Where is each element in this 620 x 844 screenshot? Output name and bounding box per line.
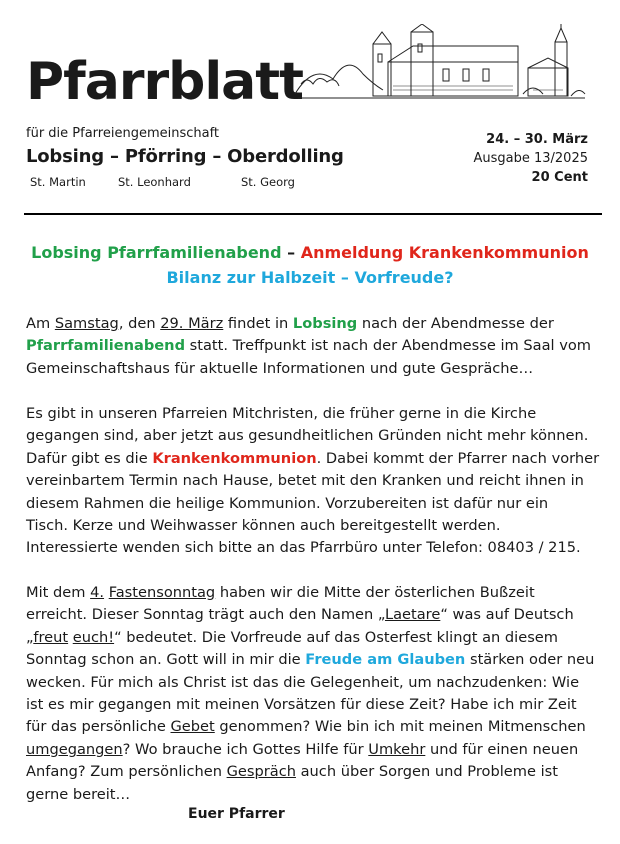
parish-names: Lobsing – Pförring – Oberdolling — [26, 146, 344, 167]
newsletter-title: Pfarrblatt — [26, 52, 303, 112]
highlight-krankenkommunion: Krankenkommunion — [152, 449, 317, 467]
headline-line-1 — [0, 243, 620, 262]
headline-krankenkommunion: Anmeldung Krankenkommunion — [300, 243, 589, 262]
newsletter-subtitle: für die Pfarreiengemeinschaft — [26, 126, 220, 141]
church-sketch-illustration — [293, 24, 590, 104]
underlined-date: 29. März — [160, 315, 224, 332]
underlined-samstag: Samstag — [54, 315, 119, 332]
headline-dash: – — [287, 243, 296, 262]
paragraph-laetare: Mit dem 4. Fastensonntag haben wir die Mitte der österlichen Bußzeit erreicht. Dieser Sonntag trägt auch den Namen „Laetare“ was auf Deutsch „freut euch!“ bedeutet. Die Vorfreude auf das Osterfest klingt an diesem Sonntag schon an. Gott will in mir die Freude am Glauben stärken oder neu wecken. Für mich als Christ ist das die Gelegenheit, um nachzudenken: Wie ist es mir gegangen mit meinen Vorsätzen für diese Zeit? Habe ich mir Zeit für das persönliche Gebet genommen? Wie bin ich mit meinen Mitmenschen umgegangen? Wo brauche ich Gottes Hilfe für Umkehr und für einen neuen Anfang? Zum persönlichen Gespräch auch über Sorgen und Probleme ist gerne bereit… — [26, 584, 595, 803]
signature: Euer Pfarrer — [188, 806, 285, 822]
headline-pfarrfamilienabend: Lobsing Pfarrfamilienabend — [31, 243, 282, 262]
issue-number: Ausgabe 13/2025 — [473, 151, 588, 166]
highlight-freude-am-glauben: Freude am Glauben — [305, 651, 466, 669]
paragraph-krankenkommunion: Es gibt in unseren Pfarreien Mitchristen, die früher gerne in die Kirche gegangen sind, aber jetzt aus gesundheitlichen Gründen nicht mehr können. Dafür gibt es die Krankenkommunion. Dabei kommt der Pfarrer nach vorher vereinbartem Termin nach Hause, betet mit den Kranken und reicht ihnen in diesem Rahmen die heilige Kommunion. Vorzubereiten ist dafür nur ein Tisch. Kerze und Weihwasser können auch bereitgestellt werden. Interessierte wenden sich bitte an das Pfarrbüro unter Telefon: 08403 / 215. — [26, 405, 600, 557]
price: 20 Cent — [531, 170, 588, 185]
date-range: 24. – 30. März — [486, 132, 588, 147]
saint-georg-label: St. Georg — [241, 175, 295, 189]
headline-line-2: Bilanz zur Halbzeit – Vorfreude? — [166, 268, 454, 287]
header-divider — [24, 213, 602, 215]
highlight-lobsing: Lobsing — [292, 315, 358, 332]
saint-martin-label: St. Martin — [30, 175, 86, 189]
paragraph-pfarrfamilienabend: Am Samstag, den 29. März findet in Lobsing nach der Abendmesse der Pfarrfamilienabend statt. Treffpunkt ist nach der Abendmesse im Saal vom Gemeinschaftshaus für aktuelle Informationen und gute Gespräche… — [26, 315, 591, 377]
highlight-pfarrfamilienabend: Pfarrfamilienabend — [26, 337, 186, 355]
saint-leonhard-label: St. Leonhard — [118, 175, 191, 189]
issue-info — [473, 130, 588, 187]
